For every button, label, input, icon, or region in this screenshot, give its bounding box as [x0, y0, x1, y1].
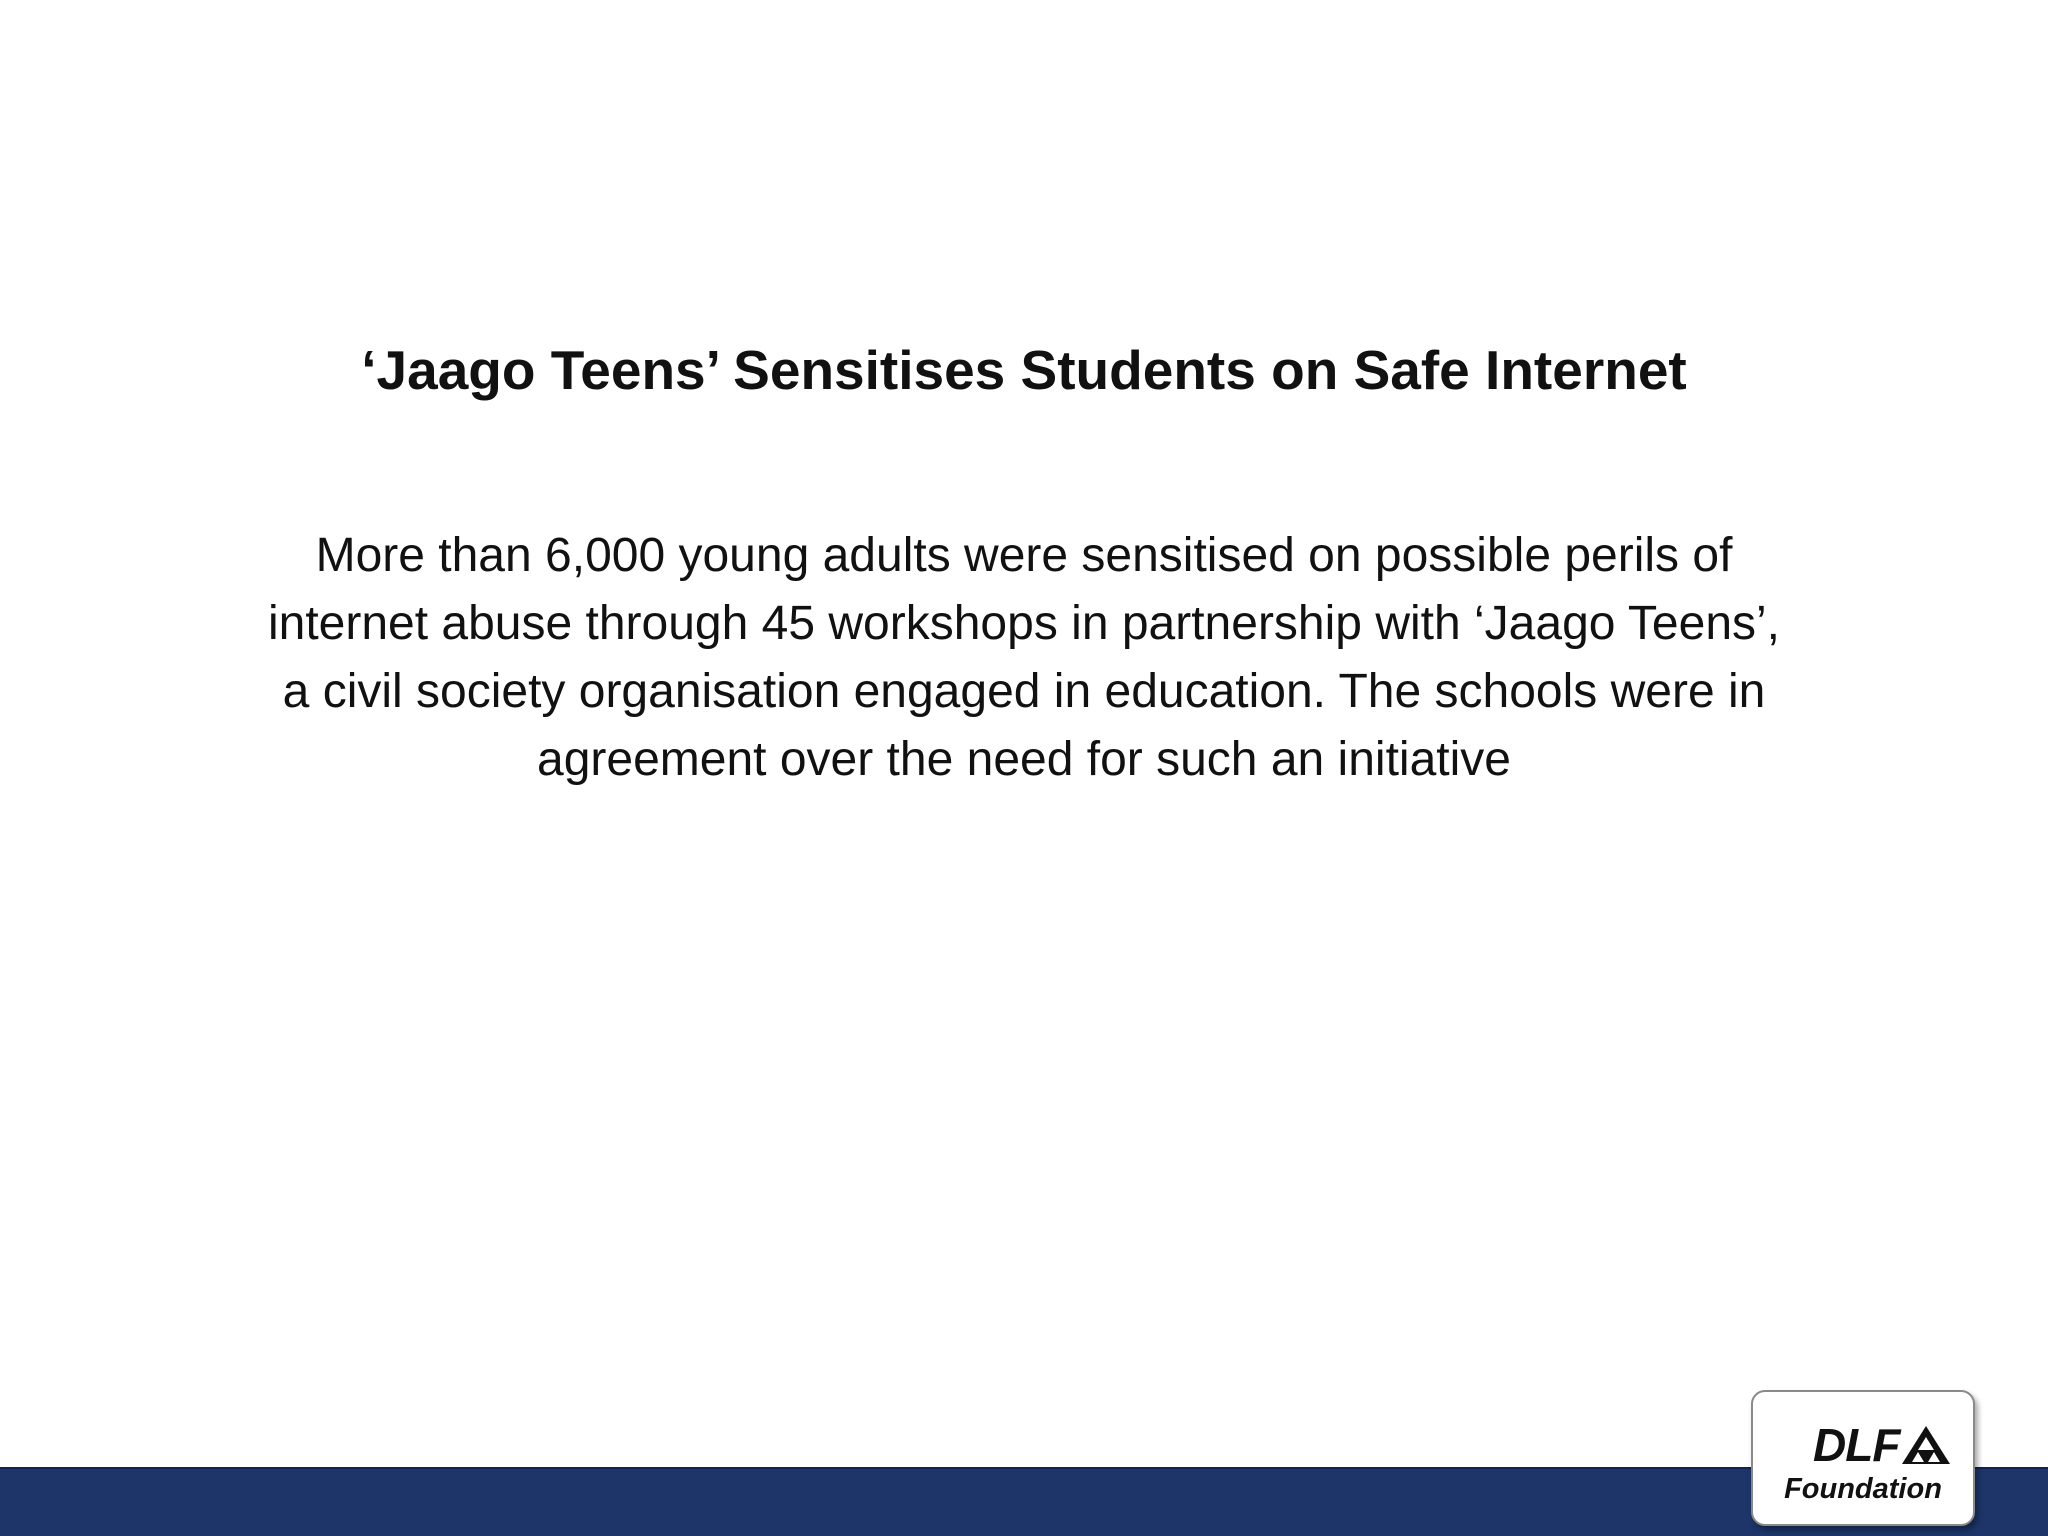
slide-title: ‘Jaago Teens’ Sensitises Students on Safe Internet: [361, 339, 1687, 401]
slide-body: [210, 522, 1838, 794]
logo-mark: [1813, 1419, 1951, 1471]
dlf-foundation-logo: [1751, 1390, 1975, 1526]
body-line: internet abuse through 45 workshops in partnership with ‘Jaago Teens’,: [267, 597, 1781, 650]
logo-brand-text: DLF: [1813, 1419, 1900, 1471]
body-line: More than 6,000 young adults were sensitised on possible perils of: [315, 529, 1733, 582]
triangle-logo-icon: [1901, 1425, 1951, 1465]
body-line: agreement over the need for such an initiative: [537, 733, 1511, 786]
body-line: a civil society organisation engaged in education. The schools were in: [282, 665, 1766, 718]
logo-subtitle: Foundation: [1784, 1473, 1942, 1505]
footer-bar: [0, 1467, 2048, 1536]
